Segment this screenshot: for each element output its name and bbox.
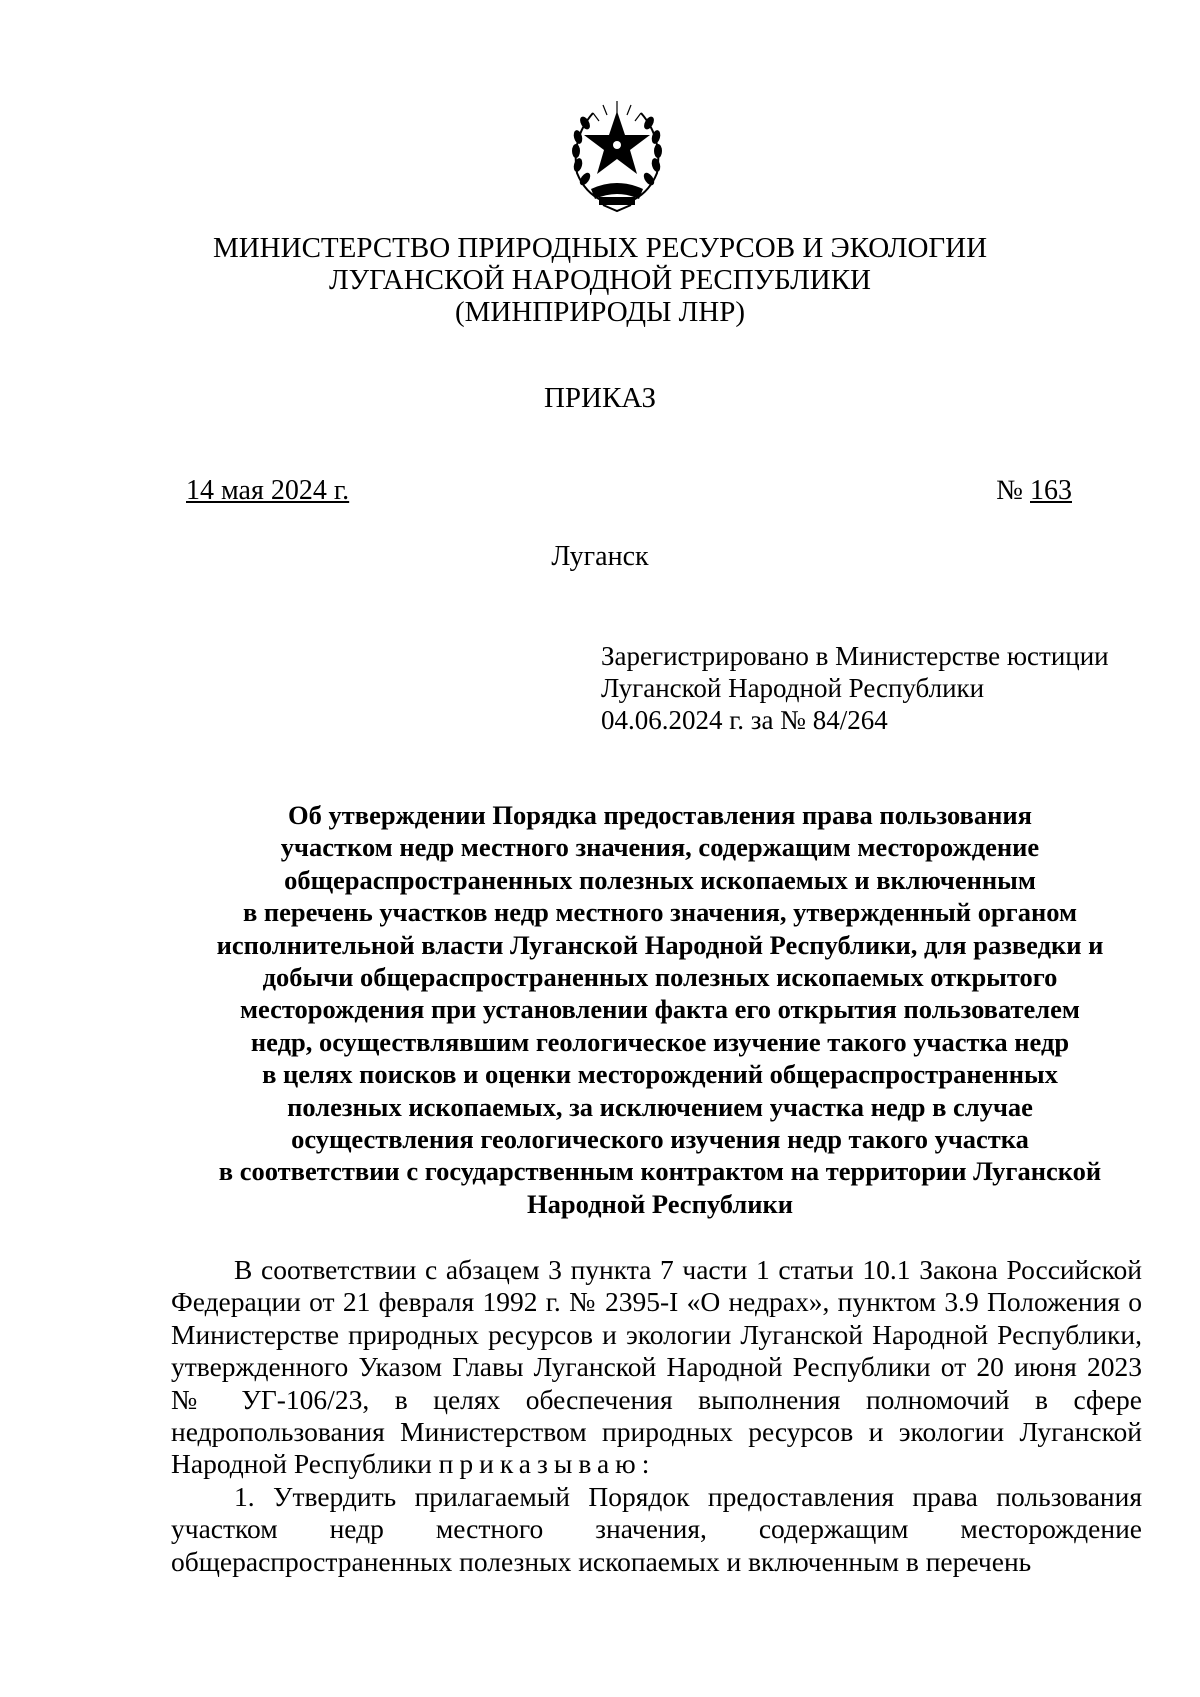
registration-stamp (601, 640, 1109, 736)
subject-line: месторождения при установлении факта его открытия пользователем (239, 994, 1080, 1025)
registration-line: Зарегистрировано в Министерстве юстиции (601, 641, 1109, 671)
subject-line: Народной Республики (526, 1188, 794, 1219)
subject-line: в целях поисков и оценки месторождений общераспространенных (262, 1059, 1058, 1090)
registration-line: Луганской Народной Республики (601, 673, 985, 703)
ministry-short-name: (МИНПРИРОДЫ ЛНР) (454, 296, 746, 328)
subject-line: добычи общераспространенных полезных ископаемых открытого (262, 962, 1058, 993)
preamble-text: В соответствии с абзацем 3 пункта 7 части 1 статьи 10.1 Закона Российской Федерации от 21 февраля 1992 г. № 2395-I «О недрах», пунктом 3.9 Положения о Министерстве природных ресурсов и экологии Луганской Народной Республики, утвержденного Указом Главы Луганской Народной Республики от 20 июня 2023 № УГ-106/23, в целях обеспечения выполнения полномочий в сфере недропользования Министерством природных ресурсов и экологии Луганской Народной Республики (171, 1254, 1142, 1480)
subject-line: недр, осуществлявшим геологическое изучение такого участка недр (250, 1026, 1070, 1057)
subject-line: Об утверждении Порядка предоставления права пользования (288, 800, 1032, 830)
order-word: приказываю: (438, 1448, 656, 1480)
order-body (171, 1254, 1142, 1578)
order-date: 14 мая 2024 г. (186, 475, 350, 506)
ministry-name-line2: ЛУГАНСКОЙ НАРОДНОЙ РЕСПУБЛИКИ (328, 264, 871, 296)
subject-line: исполнительной власти Луганской Народной Республики, для разведки и (216, 929, 1104, 960)
city: Луганск (551, 541, 649, 572)
preamble-paragraph (171, 1254, 1142, 1481)
subject-line: полезных ископаемых, за исключением участка недр в случае (287, 1091, 1033, 1122)
subject-line: в перечень участков недр местного значения, утвержденный органом (242, 897, 1078, 928)
registration-line: 04.06.2024 г. за № 84/264 (601, 705, 888, 735)
subject-line: осуществления геологического изучения недр такого участка (291, 1124, 1029, 1155)
item-1-paragraph: 1. Утвердить прилагаемый Порядок предоставления права пользования участком недр местного значения, содержащим месторождение общераспространенных полезных ископаемых и включенным в перечень (171, 1480, 1142, 1577)
subject-line: в соответствии с государственным контрактом на территории Луганской (218, 1156, 1102, 1187)
order-number-value: 163 (1030, 475, 1072, 506)
order-number (996, 475, 1072, 507)
subject-line: участком недр местного значения, содержащим месторождение (280, 832, 1040, 863)
subject-line: общераспространенных полезных ископаемых и включенным (284, 864, 1036, 895)
order-subject (180, 799, 1140, 1220)
ministry-name-line1: МИНИСТЕРСТВО ПРИРОДНЫХ РЕСУРСОВ И ЭКОЛОГИИ (212, 232, 988, 264)
coat-of-arms-icon (563, 93, 671, 213)
document-type: ПРИКАЗ (543, 382, 657, 414)
order-number-prefix: № (996, 475, 1030, 506)
